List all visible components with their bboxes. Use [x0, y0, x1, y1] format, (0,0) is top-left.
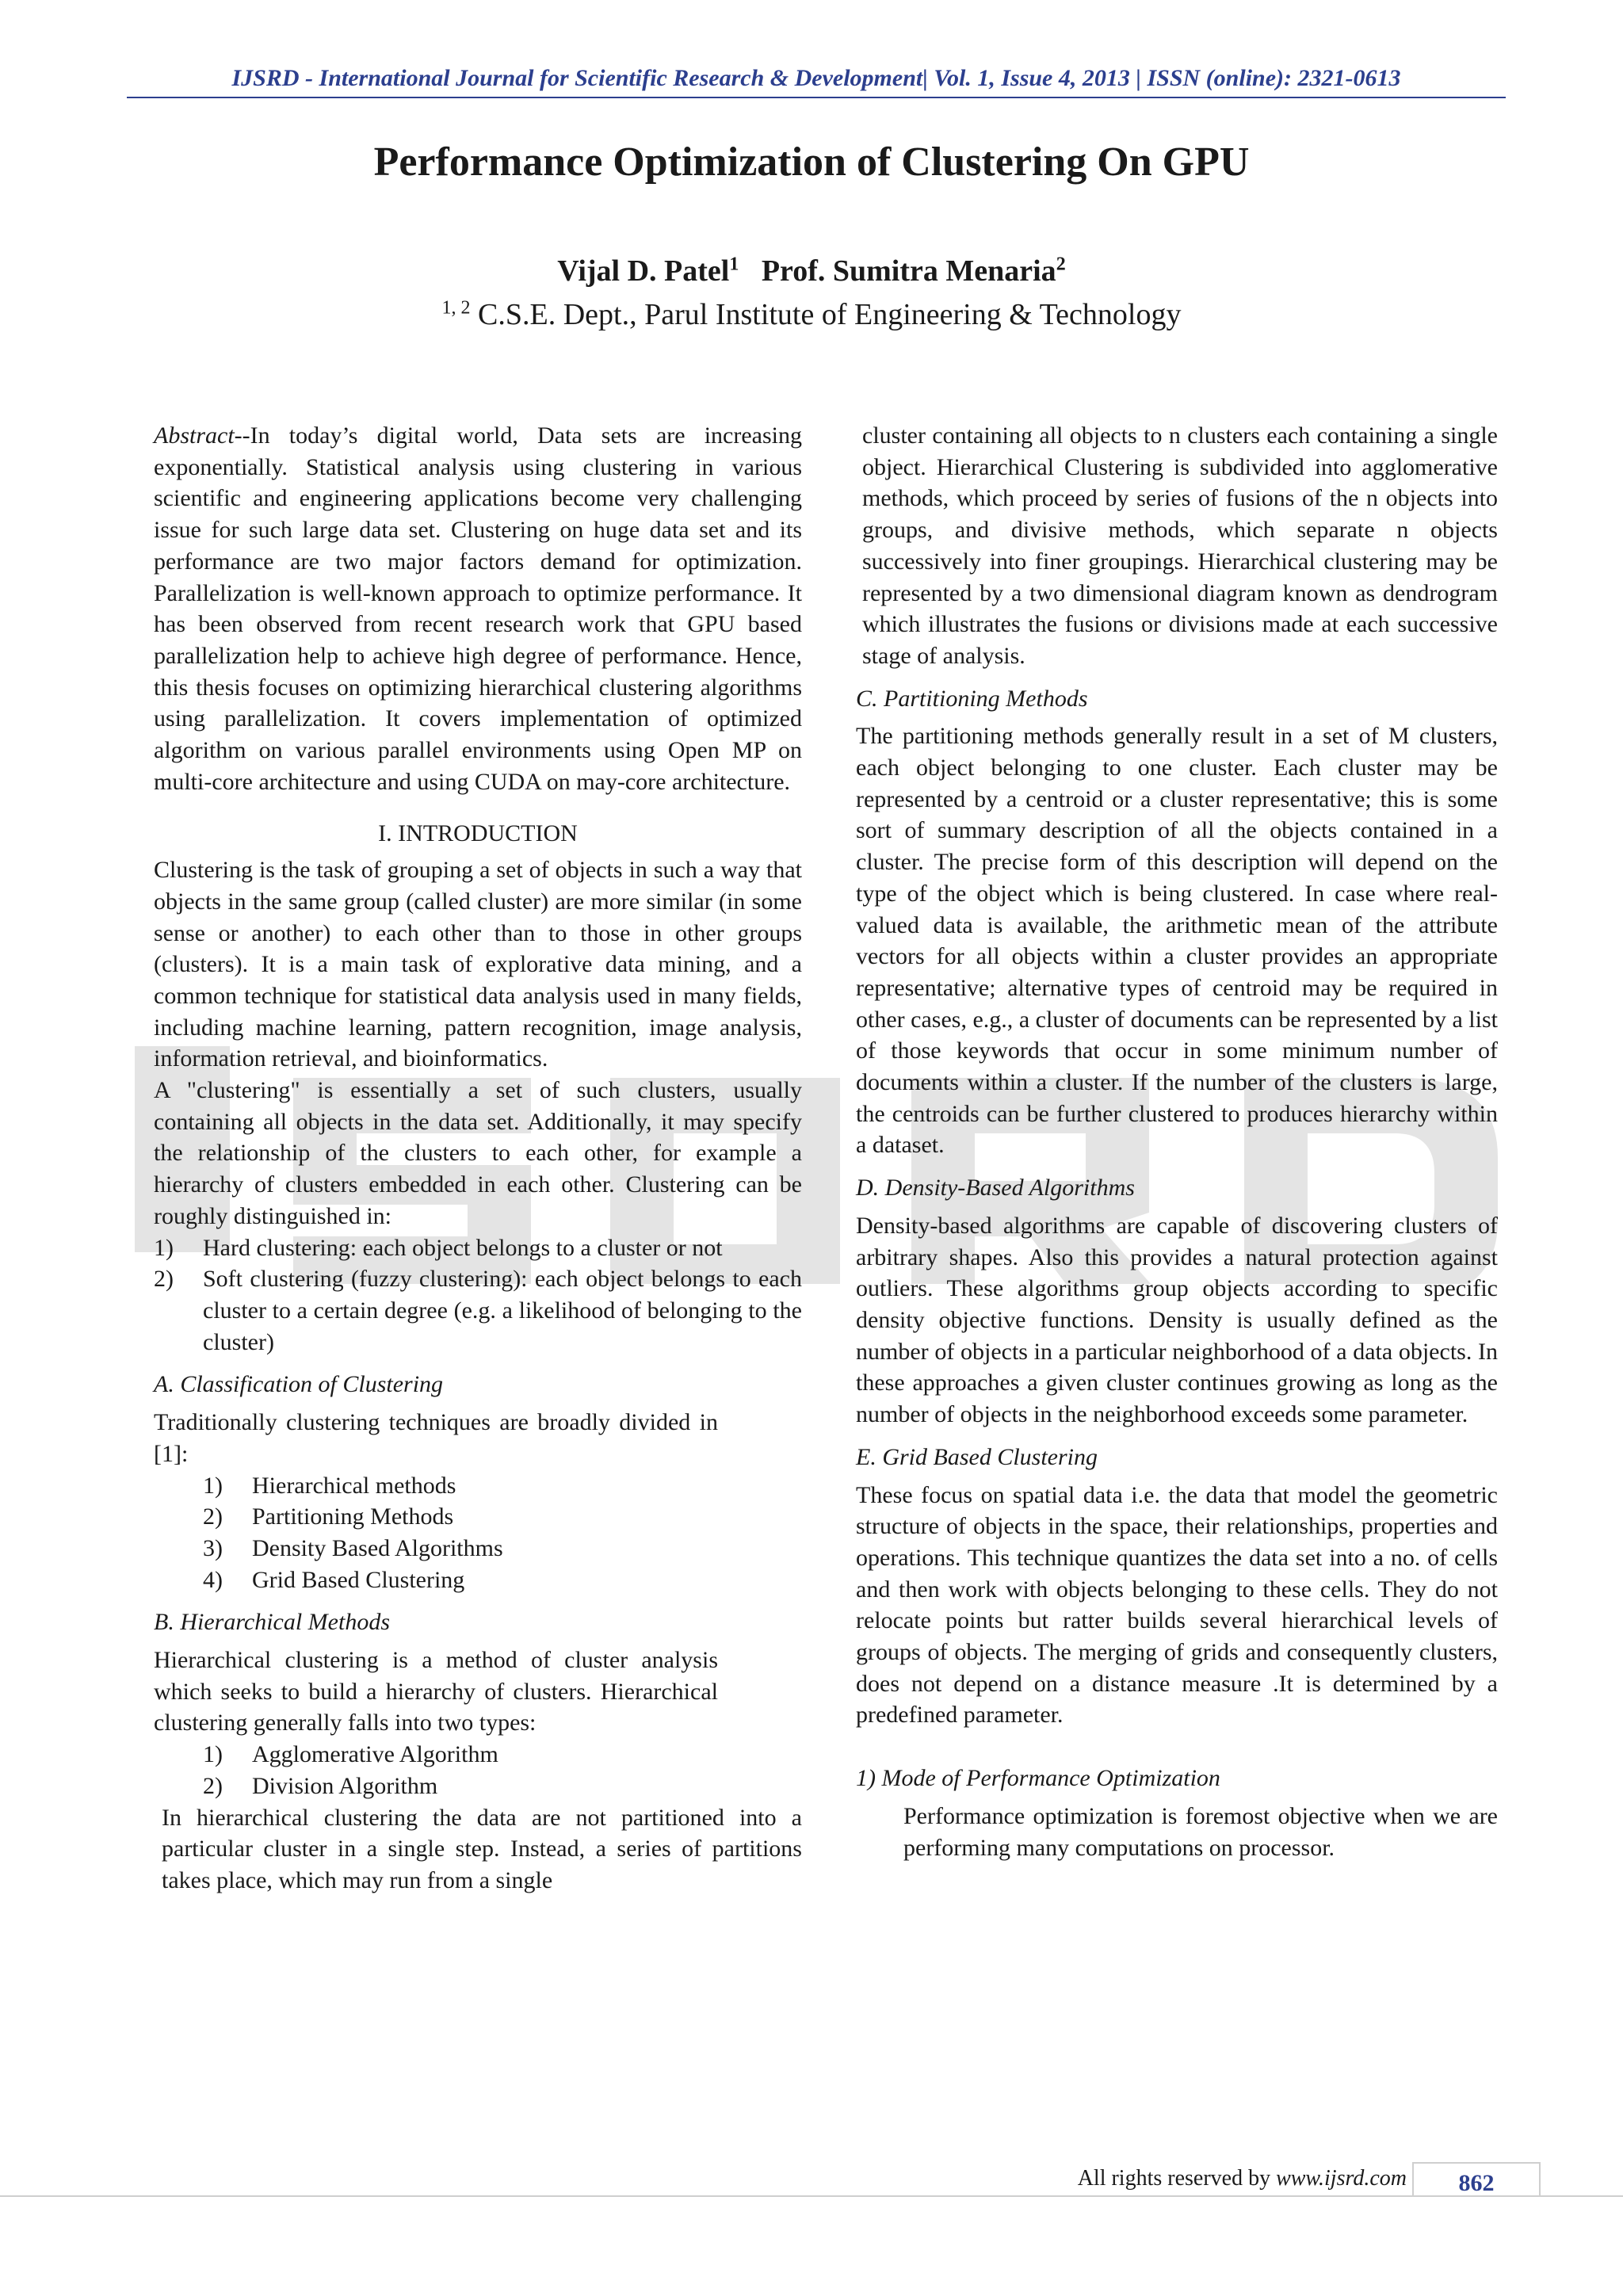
list-item — [154, 1501, 802, 1533]
abstract-text: --In today’s digital world, Data sets are increasing exponentially. Statistical analysis using clustering in various scientific and engineering applications become very challenging issue for such large data set. Clustering on huge data set and its performance are two major factors demand for optimization. Parallelization is well-known approach to optimize performance. It has been observed from recent research work that GPU based parallelization help to achieve high degree of performance. Hence, this thesis focuses on optimizing hierarchical clustering algorithms using parallelization. It covers implementation of optimized algorithm on various parallel environments using Open MP on multi-core architecture and using CUDA on may-core architecture. — [154, 422, 802, 795]
list-text: Agglomerative Algorithm — [252, 1741, 498, 1768]
section-b-text-2: In hierarchical clustering the data are not partitioned into a particular cluster in a single step. Instead, a series of partitions takes place, which may run from a single — [162, 1804, 802, 1893]
header-divider — [127, 97, 1506, 98]
subsection-heading-b: B. Hierarchical Methods — [154, 1609, 390, 1636]
section-e-text: These focus on spatial data i.e. the data that model the geometric structure of objects in the space, their relationships, properties and operations. This technique quantizes the data set into a no. of cells and then work with objects belonging to these cells. They do not relocate points but ratter builds several hierarchical levels of groups of objects. The merging of grids and consequently clusters, does not depend on a distance measure .It is determined by a predefined parameter. — [856, 1481, 1498, 1729]
list-item — [154, 1739, 802, 1771]
affiliation: C.S.E. Dept., Parul Institute of Engineering & Technology — [478, 298, 1182, 331]
intro-paragraph-1: Clustering is the task of grouping a set of objects in such a way that objects in the same group (called cluster) are more similar (in some sense or another) to each other than to those in other groups (clusters). It is a main task of explorative data mining, and a common technique for statistical data analysis used in many fields, including machine learning, pattern recognition, image analysis, information retrieval, and bioinformatics. — [154, 857, 802, 1072]
list-text: Partitioning Methods — [252, 1503, 454, 1530]
list-text: Grid Based Clustering — [252, 1566, 465, 1593]
continued-paragraph: cluster containing all objects to n clusters each containing a single object. Hierarchical Clustering is subdivided into agglomerative methods, which proceed by series of fusions of the n objects into groups, and divisive methods, which separate n objects successively into finer groupings. Hierarchical clustering may be represented by a two dimensional diagram known as dendrogram which illustrates the fusions or divisions made at each successive stage of analysis. — [862, 422, 1498, 669]
subsubsection-heading-1: 1) Mode of Performance Optimization — [856, 1765, 1220, 1792]
hierarchical-types-list — [154, 1739, 802, 1801]
paper-title: Performance Optimization of Clustering On GPU — [373, 139, 1250, 185]
list-item — [154, 1470, 802, 1502]
footer-rights — [991, 2166, 1407, 2191]
affiliation-line — [0, 297, 1623, 332]
list-item — [154, 1771, 802, 1802]
list-number: 2) — [203, 1503, 223, 1530]
page-number: 862 — [1412, 2162, 1541, 2197]
section-c-text: The partitioning methods generally result in a set of M clusters, each object belonging to one cluster. Each cluster may be represented by a centroid or a cluster representative; this is some sort of summary description of all the objects contained in a cluster. The precise form of this description will depend on the type of the object which is being clustered. In case where real-valued data is available, the arithmetic mean of the attribute vectors for all objects within a cluster provides an appropriate representative; alternative types of centroid may be required in other cases, e.g., a cluster of documents can be represented by a list of those keywords that occur in some minimum number of documents within a cluster. If the number of the clusters is large, the centroids can be further clustered to produces hierarchy within a dataset. — [856, 723, 1498, 1159]
left-column — [154, 420, 802, 1897]
right-column — [856, 420, 1498, 1863]
author-1: Vijal D. Patel — [557, 254, 730, 288]
list-number: 1) — [203, 1472, 223, 1499]
section-d-text: Density-based algorithms are capable of discovering clusters of arbitrary shapes. Also this provides a natural protection against outliers. These algorithms group objects according to specific density objective functions. Density is usually defined as the number of objects in a particular neighborhood of a data objects. In these approaches a given cluster continues growing as long as the number of objects in the neighborhood exceeds some parameter. — [856, 1212, 1498, 1428]
author-2-sup: 2 — [1056, 254, 1066, 275]
author-line — [0, 254, 1623, 288]
list-number: 2) — [203, 1772, 223, 1799]
list-number: 4) — [203, 1566, 223, 1593]
list-number: 1) — [203, 1741, 223, 1768]
subsection-heading-a: A. Classification of Clustering — [154, 1371, 444, 1398]
section-heading-introduction: I. INTRODUCTION — [378, 820, 578, 847]
affiliation-sup: 1, 2 — [441, 297, 471, 319]
list-item — [154, 1263, 802, 1358]
subsection-heading-e: E. Grid Based Clustering — [856, 1443, 1098, 1470]
intro-paragraph-2: A "clustering" is essentially a set of such clusters, usually containing all objects in the data set. Additionally, it may specify the relationship of the clusters to each other, for example a hierarchy of clusters embedded in each other. Clustering can be roughly distinguished in: — [154, 1077, 802, 1229]
author-2: Prof. Sumitra Menaria — [761, 254, 1056, 288]
subsection-heading-d: D. Density-Based Algorithms — [856, 1175, 1135, 1201]
list-item — [154, 1533, 802, 1564]
section-a-text: Traditionally clustering techniques are broadly divided in [1]: — [154, 1409, 718, 1467]
classification-list — [154, 1470, 802, 1596]
rights-text: All rights reserved by — [1077, 2166, 1277, 2191]
footer-divider — [0, 2195, 1623, 2197]
list-text: Density Based Algorithms — [252, 1534, 503, 1561]
list-text: Hierarchical methods — [252, 1472, 456, 1499]
abstract — [154, 420, 802, 797]
list-text: Soft clustering (fuzzy clustering): each object belongs to each cluster to a certain degree (e.g. a likelihood of belonging to the cluster) — [203, 1266, 802, 1355]
list-number: 3) — [203, 1534, 223, 1561]
list-text: Division Algorithm — [252, 1772, 438, 1799]
clustering-types-list — [154, 1232, 802, 1358]
list-text: Hard clustering: each object belongs to a cluster or not — [203, 1234, 723, 1261]
subsection-1-text: Performance optimization is foremost objective when we are performing many computations on processor. — [903, 1802, 1498, 1861]
section-b-text: Hierarchical clustering is a method of cluster analysis which seeks to build a hierarchy of clusters. Hierarchical clustering generally falls into two types: — [154, 1647, 718, 1736]
journal-header: IJSRD - International Journal for Scientific Research & Development| Vol. 1, Issue 4, 2013 | ISSN (online): 2321-0613 — [231, 65, 1401, 91]
list-number: 2) — [154, 1266, 174, 1293]
list-number: 1) — [154, 1234, 174, 1261]
list-item — [154, 1564, 802, 1596]
subsection-heading-c: C. Partitioning Methods — [856, 685, 1088, 712]
abstract-label: Abstract — [154, 422, 235, 449]
author-1-sup: 1 — [729, 254, 739, 275]
list-item — [154, 1232, 802, 1264]
site-link[interactable]: www.ijsrd.com — [1276, 2166, 1407, 2191]
